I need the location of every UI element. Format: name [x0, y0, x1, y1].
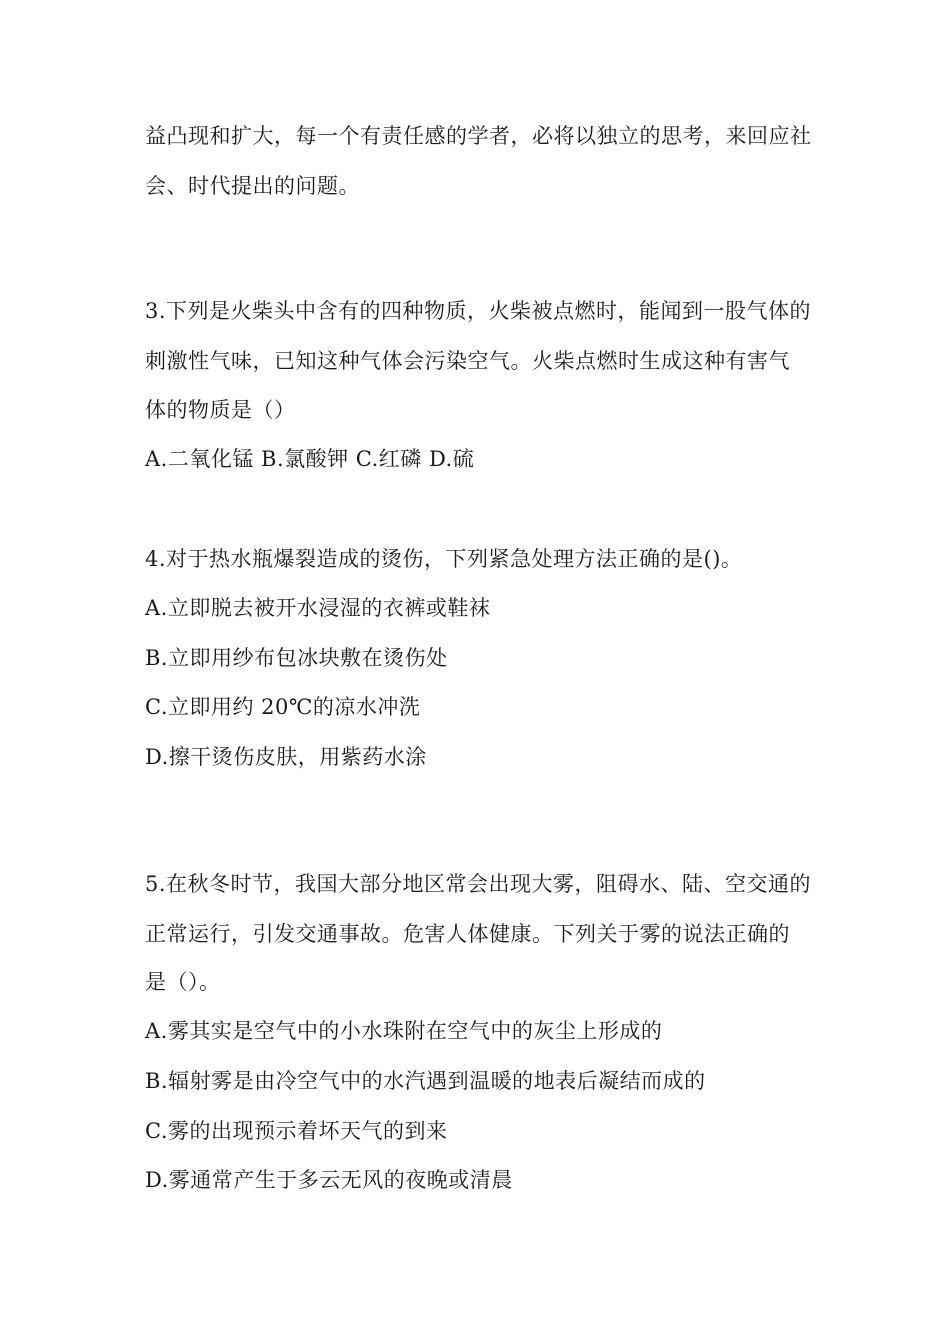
question-5-option-a: A.雾其实是空气中的小水珠附在空气中的灰尘上形成的 [145, 1019, 663, 1043]
question-5-option-b: B.辐射雾是由冷空气中的水汽遇到温暖的地表后凝结而成的 [145, 1069, 706, 1093]
question-5-stem: 正常运行，引发交通事故。危害人体健康。下列关于雾的说法正确的 [145, 922, 790, 946]
question-3-options: A.二氧化锰 B.氯酸钾 C.红磷 D.硫 [145, 447, 475, 471]
question-4-option-a: A.立即脱去被开水浸湿的衣裤或鞋袜 [145, 596, 491, 620]
question-4-option-b: B.立即用纱布包冰块敷在烫伤处 [145, 646, 448, 670]
question-3-stem: 体的物质是（） [145, 398, 296, 422]
question-5-stem: 是（）。 [145, 970, 221, 994]
question-5-option-c: C.雾的出现预示着坏天气的到来 [145, 1119, 448, 1143]
question-4-option-c: C.立即用约 20℃的凉水冲洗 [145, 695, 421, 719]
intro-text-line: 益凸现和扩大，每一个有责任感的学者，必将以独立的思考，来回应社 [145, 124, 812, 148]
question-4-option-d: D.擦干烫伤皮肤，用紫药水涂 [145, 745, 427, 769]
intro-text-line: 会、时代提出的问题。 [145, 174, 360, 198]
question-3-stem: 3.下列是火柴头中含有的四种物质，火柴被点燃时，能闻到一股气体的 [145, 299, 812, 323]
question-3-stem: 刺激性气味，已知这种气体会污染空气。火柴点燃时生成这种有害气 [145, 349, 790, 373]
question-5-option-d: D.雾通常产生于多云无风的夜晚或清晨 [145, 1168, 513, 1192]
question-5-stem: 5.在秋冬时节，我国大部分地区常会出现大雾，阻碍水、陆、空交通的 [145, 872, 812, 896]
question-4-stem: 4.对于热水瓶爆裂造成的烫伤，下列紧急处理方法正确的是()。 [145, 547, 743, 571]
